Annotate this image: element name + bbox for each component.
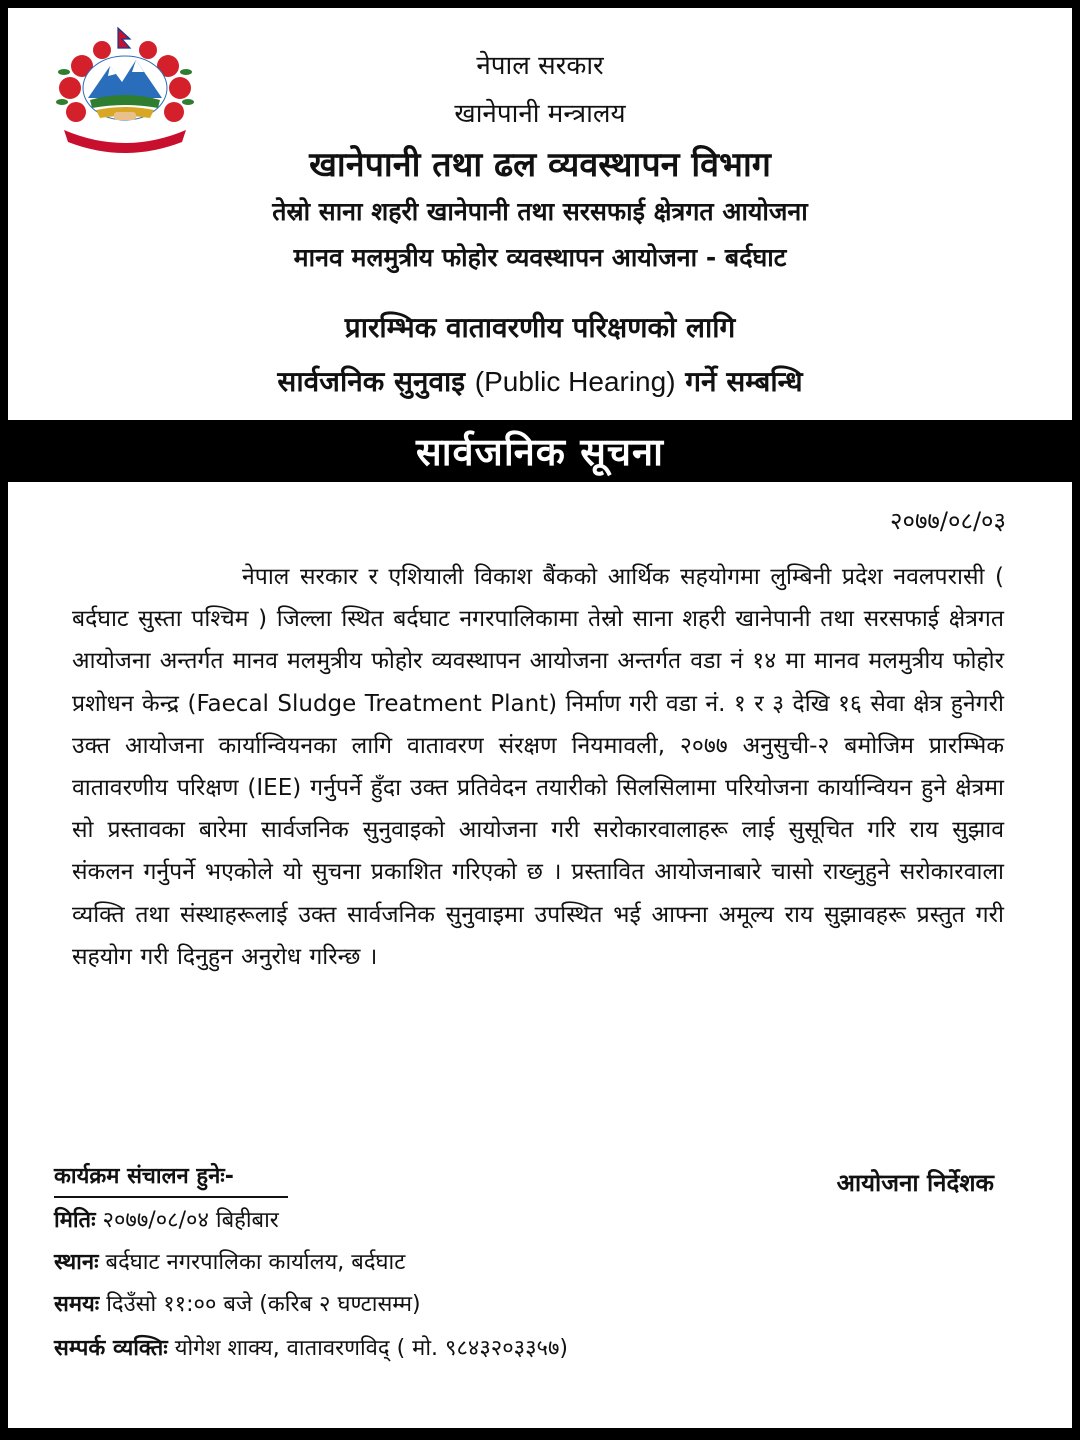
government-name: नेपाल सरकार	[476, 51, 604, 81]
banner-title: सार्वजनिक सूचना	[416, 430, 664, 474]
programme-date-label: मितिः	[54, 1208, 96, 1233]
programme-time-value: दिउँसो ११:०० बजे (करिब २ घण्टासम्म)	[106, 1292, 421, 1317]
programme-heading: कार्यक्रम संचालन हुनेः-	[54, 1160, 288, 1198]
programme-place-value: बर्दघाट नगरपालिका कार्यालय, बर्दघाट	[105, 1250, 406, 1275]
purpose-part-c: गर्ने सम्बन्धि	[685, 365, 803, 398]
notice-body-paragraph: नेपाल सरकार र एशियाली विकाश बैंकको आर्थिक सहयोगमा लुम्बिनी प्रदेश नवलपरासी ( बर्दघाट सुस्ता पश्चिम ) जिल्ला स्थित बर्दघाट नगरपालिकामा तेस्रो साना शहरी खानेपानी तथा सरसफाई क्षेत्रगत आयोजना अन्तर्गत मानव मलमुत्रीय फोहोर व्यवस्थापन आयोजना अन्तर्गत वडा नं १४ मा मानव मलमुत्रीय फोहोर प्रशोधन केन्द्र (Faecal Sludge Treatment Plant) निर्माण गरी वडा नं. १ र ३ देखि १६ सेवा क्षेत्र हुनेगरी उक्त आयोजना कार्यान्वियनका लागि वातावरण संरक्षण नियमावली, २०७७ अनुसुची-२ बमोजिम प्रारम्भिक वातावरणीय परिक्षण (IEE) गर्नुपर्ने हुँदा उक्त प्रतिवेदन तयारीको सिलसिलामा परियोजना कार्यान्वियन हुने क्षेत्रमा सो प्रस्तावका बारेमा सार्वजनिक सुनुवाइको आयोजना गरी सरोकारवालाहरू लाई सुसूचित गरि राय सुझाव संकलन गर्नुपर्ने भएकोले यो सुचना प्रकाशित गरिएको छ । प्रस्तावित आयोजनाबारे चासो राख्नुहुने सरोकारवाला व्यक्ति तथा संस्थाहरूलाई उक्त सार्वजनिक सुनुवाइमा उपस्थित भई आफ्ना अमूल्य राय सुझावहरू प्रस्तुत गरी सहयोग गरी दिनुहुन अनुरोध गरिन्छ ।	[72, 564, 1004, 970]
purpose-part-a: सार्वजनिक सुनुवाइ	[277, 365, 466, 398]
programme-contact-value: योगेश शाक्य, वातावरणविद् ( मो. ९८४३२०३३५७)	[174, 1336, 568, 1361]
notice-purpose-line2	[0, 362, 1080, 400]
programme-contact	[54, 1332, 568, 1362]
project-name: तेस्रो साना शहरी खानेपानी तथा सरसफाई क्षेत्रगत आयोजना	[272, 197, 808, 226]
programme-time-label: समयः	[54, 1292, 100, 1317]
flag-icon	[118, 28, 130, 48]
signatory-title: आयोजना निर्देशक	[836, 1169, 994, 1197]
programme-place-label: स्थानः	[54, 1250, 99, 1275]
programme-time	[54, 1288, 421, 1318]
notice-purpose-line1: प्रारम्भिक वातावरणीय परिक्षणको लागि	[344, 311, 736, 344]
programme-contact-label: सम्पर्क व्यक्तिः	[54, 1336, 168, 1361]
purpose-part-b: (Public Hearing)	[474, 366, 676, 397]
public-notice-banner	[0, 420, 1080, 482]
notice-date: २०७७/०८/०३	[889, 507, 1006, 535]
department-name: खानेपानी तथा ढल व्यवस्थापन विभाग	[309, 145, 771, 185]
subproject-name: मानव मलमुत्रीय फोहोर व्यवस्थापन आयोजना - बर्दघाट	[293, 243, 787, 272]
programme-date-value: २०७७/०८/०४ बिहीबार	[102, 1208, 279, 1233]
programme-date	[54, 1204, 279, 1234]
ministry-name: खानेपानी मन्त्रालय	[454, 99, 626, 129]
programme-place	[54, 1246, 405, 1276]
